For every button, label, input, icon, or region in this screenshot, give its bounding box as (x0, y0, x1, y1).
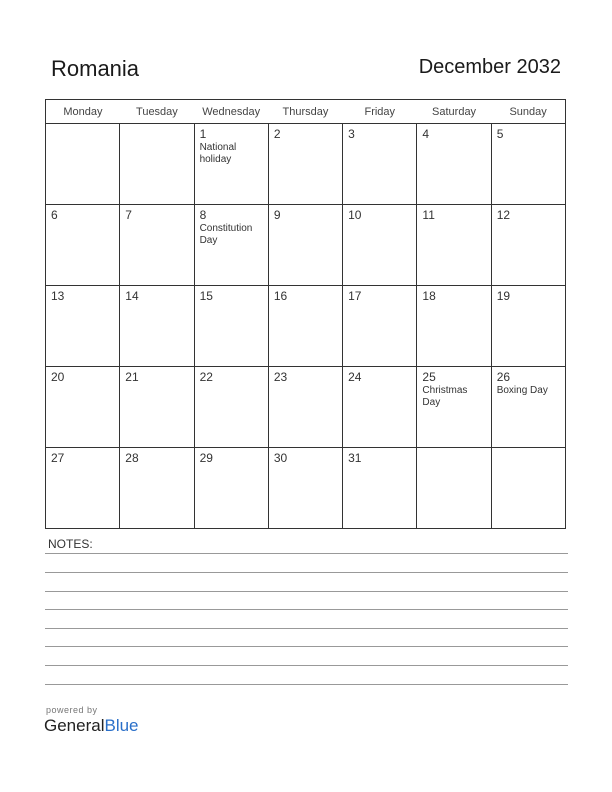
calendar-day-cell (46, 448, 120, 529)
day-number: 24 (348, 370, 362, 384)
day-number: 22 (199, 370, 213, 384)
calendar-day-cell (46, 367, 120, 448)
weekday-header: Tuesday (120, 100, 194, 124)
day-number: 11 (422, 208, 435, 222)
calendar-week-row (46, 367, 566, 448)
calendar-day-cell (268, 448, 342, 529)
note-line (45, 591, 568, 592)
day-number: 4 (422, 127, 430, 141)
brand-name-blue: Blue (104, 716, 139, 735)
calendar-day-cell (120, 367, 194, 448)
calendar-day-cell (46, 286, 120, 367)
weekday-header: Sunday (491, 100, 565, 124)
day-number: 19 (496, 289, 511, 303)
calendar-day-cell (491, 367, 565, 448)
day-number: 21 (125, 370, 139, 384)
weekday-header: Saturday (417, 100, 491, 124)
day-number: 9 (273, 208, 281, 222)
calendar-day-cell (120, 205, 194, 286)
calendar-day-cell (491, 286, 565, 367)
weekday-header: Monday (46, 100, 120, 124)
day-number: 29 (199, 451, 213, 465)
calendar-day-cell (491, 448, 565, 529)
country-title: Romania (51, 56, 140, 81)
calendar-day-cell (417, 205, 491, 286)
calendar-day-cell (268, 367, 342, 448)
day-number: 18 (422, 289, 436, 303)
calendar-week-row (46, 205, 566, 286)
calendar-day-cell (46, 205, 120, 286)
note-line (45, 572, 568, 573)
notes-label: NOTES: (48, 537, 93, 551)
calendar-day-cell (491, 205, 565, 286)
day-number: 27 (51, 451, 65, 465)
calendar-day-cell (194, 448, 268, 529)
calendar-week-row (46, 124, 566, 205)
holiday-label: Christmas Day (422, 385, 468, 408)
holiday-label: Constitution Day (199, 223, 253, 246)
day-number: 17 (348, 289, 362, 303)
powered-by-text: powered by (46, 705, 98, 715)
calendar-day-cell (417, 448, 491, 529)
day-number: 15 (199, 289, 213, 303)
calendar-day-cell (194, 286, 268, 367)
day-number: 30 (273, 451, 288, 465)
day-number: 10 (348, 208, 362, 222)
calendar-day-cell (491, 124, 565, 205)
calendar-day-cell (268, 205, 342, 286)
day-number: 5 (496, 127, 504, 141)
calendar-day-cell (120, 448, 194, 529)
calendar-day-cell (268, 286, 342, 367)
calendar-day-cell (194, 367, 268, 448)
day-number: 28 (125, 451, 139, 465)
day-number: 26 (496, 370, 511, 384)
holiday-label: National holiday (199, 142, 237, 165)
calendar-day-cell (343, 367, 417, 448)
calendar-day-cell (417, 367, 491, 448)
holiday-label: Boxing Day (496, 385, 548, 396)
day-number: 7 (125, 208, 132, 222)
note-line (45, 553, 568, 554)
day-number: 6 (51, 208, 58, 222)
note-line (45, 628, 568, 629)
day-number: 12 (496, 208, 511, 222)
calendar-day-cell (268, 124, 342, 205)
weekday-header: Thursday (268, 100, 342, 124)
calendar-day-cell (194, 124, 268, 205)
note-line (45, 646, 568, 647)
day-number: 3 (348, 127, 355, 141)
calendar-grid (45, 99, 566, 529)
day-number: 14 (125, 289, 139, 303)
day-number: 1 (199, 127, 207, 141)
calendar-day-cell (46, 124, 120, 205)
weekday-header: Wednesday (194, 100, 268, 124)
calendar-day-cell (120, 124, 194, 205)
calendar-week-row (46, 286, 566, 367)
calendar-day-cell (343, 205, 417, 286)
day-number: 31 (348, 451, 362, 465)
day-number: 23 (273, 370, 288, 384)
brand-logo (44, 716, 139, 736)
weekday-header: Friday (343, 100, 417, 124)
calendar-day-cell (343, 286, 417, 367)
day-number: 13 (51, 289, 65, 303)
calendar-day-cell (120, 286, 194, 367)
calendar-day-cell (343, 124, 417, 205)
note-line (45, 609, 568, 610)
calendar-week-row (46, 448, 566, 529)
day-number: 2 (273, 127, 281, 141)
note-line (45, 665, 568, 666)
month-year-title: December 2032 (418, 56, 561, 78)
day-number: 16 (273, 289, 288, 303)
day-number: 20 (51, 370, 65, 384)
calendar-day-cell (343, 448, 417, 529)
note-line (45, 684, 568, 685)
calendar-day-cell (194, 205, 268, 286)
weekday-header-row (46, 100, 566, 124)
calendar-day-cell (417, 286, 491, 367)
brand-name-general: General (44, 716, 105, 735)
day-number: 8 (199, 208, 207, 222)
calendar-day-cell (417, 124, 491, 205)
day-number: 25 (422, 370, 436, 384)
